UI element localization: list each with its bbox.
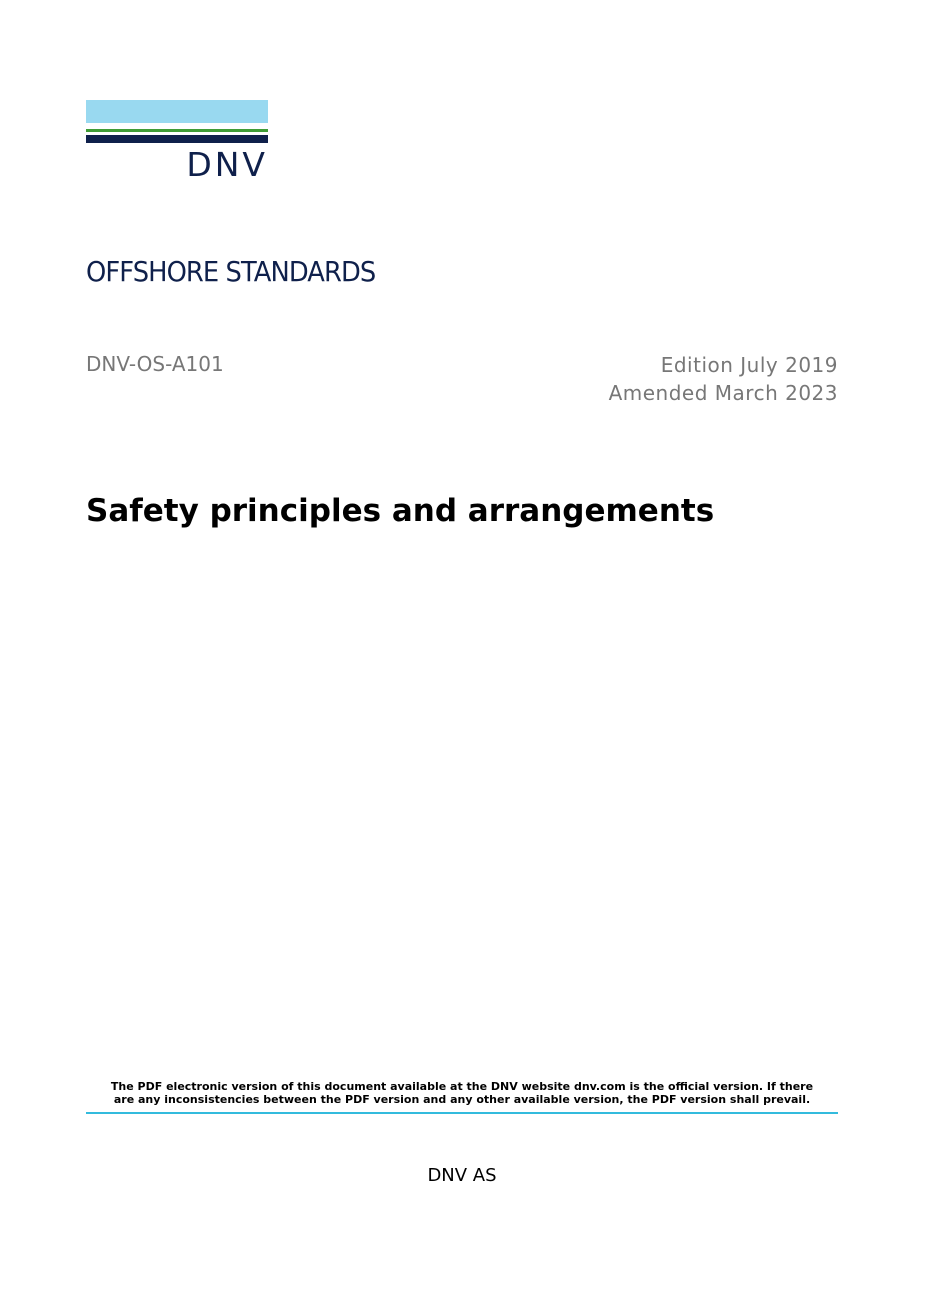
pdf-notice-line-1: The PDF electronic version of this document available at the DNV website dnv.com is the official version. If there: [110, 1080, 814, 1093]
pdf-official-version-notice: [86, 1080, 838, 1106]
footer-divider: [86, 1112, 838, 1114]
logo-wordmark: DNV: [186, 145, 268, 184]
pdf-notice-line-2: are any inconsistencies between the PDF version and any other available version, the PDF version shall prevail.: [113, 1093, 811, 1106]
document-title: Safety principles and arrangements: [86, 493, 715, 529]
logo-green-line: [86, 129, 268, 132]
edition-info: [609, 351, 838, 407]
publisher-name: DNV AS: [427, 1165, 497, 1186]
document-code: DNV-OS-A101: [86, 352, 224, 376]
dnv-logo: [86, 100, 268, 182]
logo-navy-band: [86, 135, 268, 143]
logo-light-blue-band: [86, 100, 268, 123]
edition-date: Edition July 2019: [660, 353, 838, 377]
amended-date: Amended March 2023: [608, 381, 838, 405]
series-title: OFFSHORE STANDARDS: [86, 255, 376, 288]
